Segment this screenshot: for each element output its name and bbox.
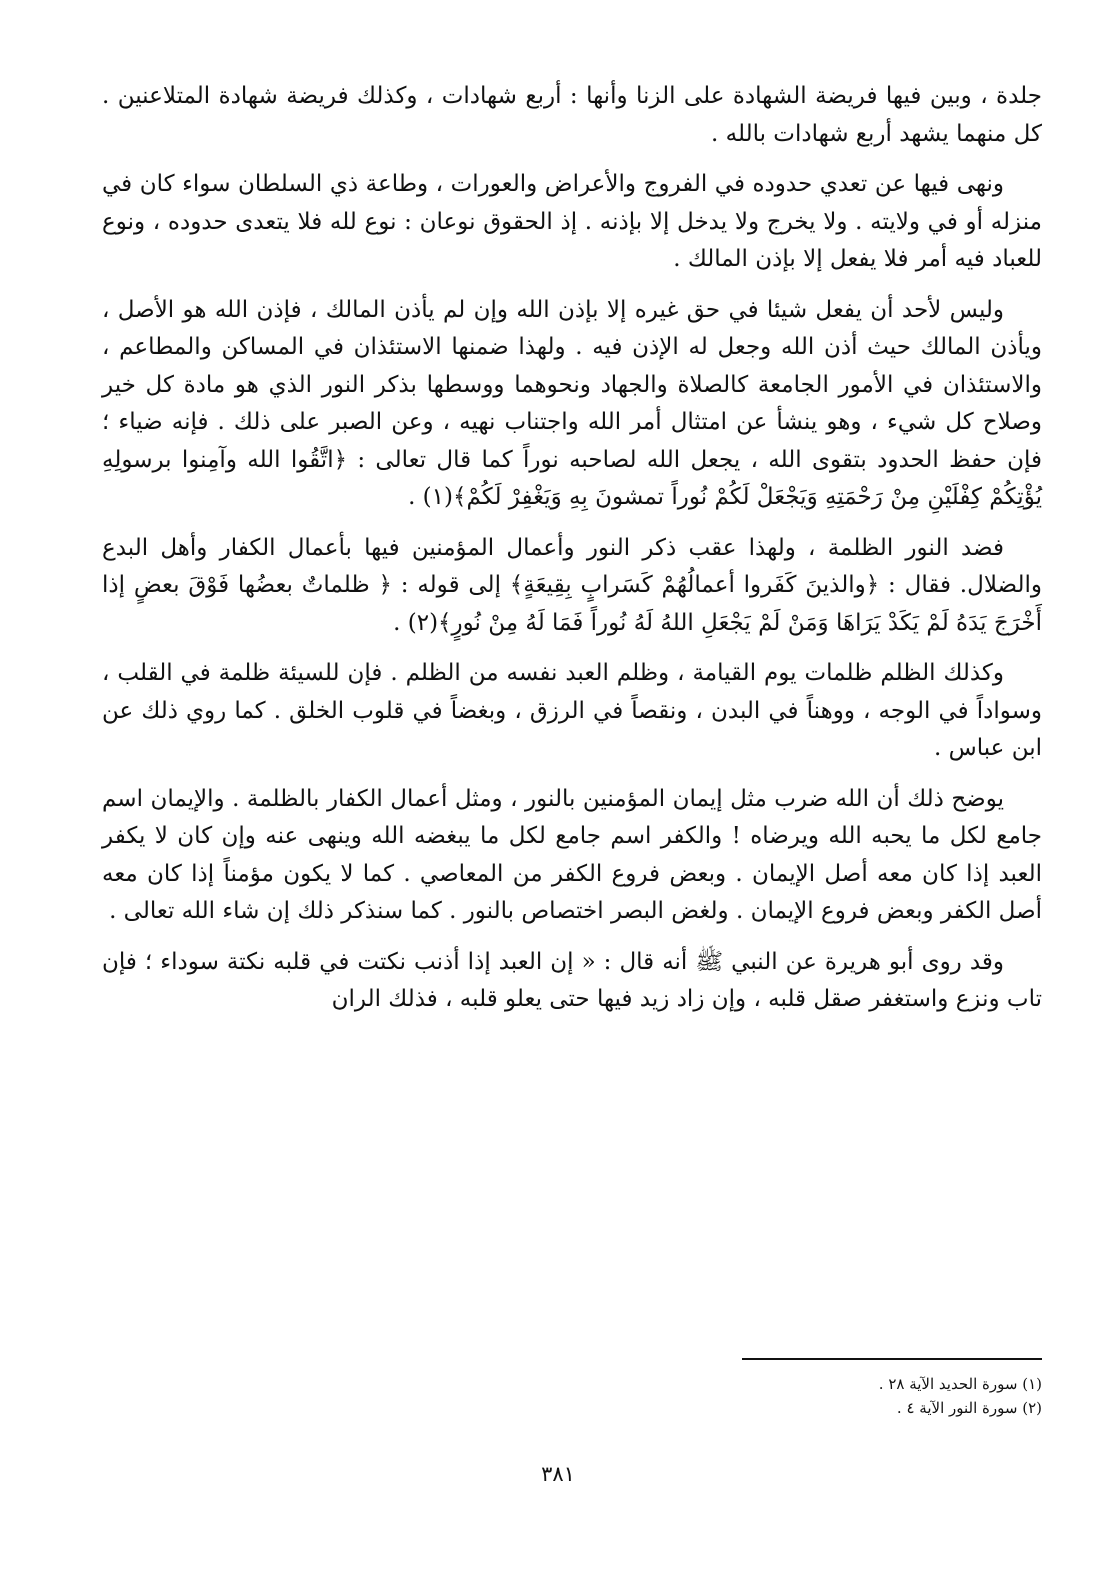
paragraph-5: وكذلك الظلم ظلمات يوم القيامة ، وظلم العبد نفسه من الظلم . فإن للسيئة ظلمة في القلب ، وسواداً في الوجه ، ووهناً في البدن ، ونقصاً في الرزق ، وبغضاً في قلوب الخلق . كما روي ذلك عن ابن عباس .: [102, 660, 1042, 761]
footnotes: [542, 1372, 1042, 1420]
paragraph-6: يوضح ذلك أن الله ضرب مثل إيمان المؤمنين بالنور ، ومثل أعمال الكفار بالظلمة . والإيمان اسم جامع لكل ما يحبه الله ويرضاه ! والكفر اسم جامع لكل ما يبغضه الله وينهى عنه وإن كان لا يكفر العبد إذا كان معه أصل الإيمان . وبعض فروع الكفر من المعاصي . كما لا يكون مؤمناً إذا كان معه أصل الكفر وبعض فروع الإيمان . ولغض البصر اختصاص بالنور . كما سنذكر ذلك إن شاء الله تعالى .: [102, 785, 1042, 924]
paragraph-3: وليس لأحد أن يفعل شيئا في حق غيره إلا بإذن الله وإن لم يأذن المالك ، فإذن الله هو الأصل ، ويأذن المالك حيث أذن الله وجعل له الإذن فيه . ولهذا ضمنها الاستئذان في المساكن والمطاعم ، والاستئذان في الأمور الجامعة كالصلاة والجهاد ونحوهما ووسطها بذكر النور الذي هو مادة كل خير وصلاح كل شيء ، وهو ينشأ عن امتثال أمر الله واجتناب نهيه ، وعن الصبر على ذلك . فإنه ضياء ؛ فإن حفظ الحدود بتقوى الله ، يجعل الله لصاحبه نوراً كما قال تعالى : ﴿اتَّقُوا الله وآمِنوا برسولِهِ يُؤْتِكُمْ كِفْلَيْنِ مِنْ رَحْمَتِهِ وَيَجْعَلْ لَكُمْ نُوراً تمشونَ بِهِ وَيَغْفِرْ لَكُمْ﴾(١) .: [102, 296, 1042, 510]
paragraph-7: وقد روى أبو هريرة عن النبي ﷺ أنه قال : « إن العبد إذا أذنب نكتت في قلبه نكتة سوداء ؛ فإن تاب ونزع واستغفر صقل قلبه ، وإن زاد زيد فيها حتى يعلو قلبه ، فذلك الران: [102, 948, 1042, 1012]
paragraph-4: فضد النور الظلمة ، ولهذا عقب ذكر النور وأعمال المؤمنين فيها بأعمال الكفار وأهل البدع والضلال. فقال : ﴿والذينَ كَفَروا أعمالُهُمْ كَسَرابٍ بِقِيعَةٍ﴾ إلى قوله : ﴿ ظلماتٌ بعضُها فَوْقَ بعضٍ إذا أَخْرَجَ يَدَهُ لَمْ يَكَدْ يَرَاهَا وَمَنْ لَمْ يَجْعَلِ اللهُ لَهُ نُوراً فَمَا لَهُ مِنْ نُورٍ﴾(٢) .: [102, 534, 1042, 636]
footnote-1: (١) سورة الحديد الآية ٢٨ .: [878, 1375, 1042, 1393]
page-number: ٣٨١: [541, 1462, 575, 1486]
main-text: [102, 78, 1042, 1032]
footnote-divider: [742, 1358, 1042, 1360]
footnote-2: (٢) سورة النور الآية ٤ .: [896, 1399, 1042, 1417]
paragraph-2: ونهى فيها عن تعدي حدوده في الفروج والأعراض والعورات ، وطاعة ذي السلطان سواء كان في منزله أو في ولايته . ولا يخرج ولا يدخل إلا بإذنه . إذ الحقوق نوعان : نوع لله فلا يتعدى حدوده ، ونوع للعباد فيه أمر فلا يفعل إلا بإذن المالك .: [102, 171, 1042, 272]
paragraph-1: جلدة ، وبين فيها فريضة الشهادة على الزنا وأنها : أربع شهادات ، وكذلك فريضة شهادة المتلاعنين . كل منهما يشهد أربع شهادات بالله .: [102, 83, 1042, 147]
